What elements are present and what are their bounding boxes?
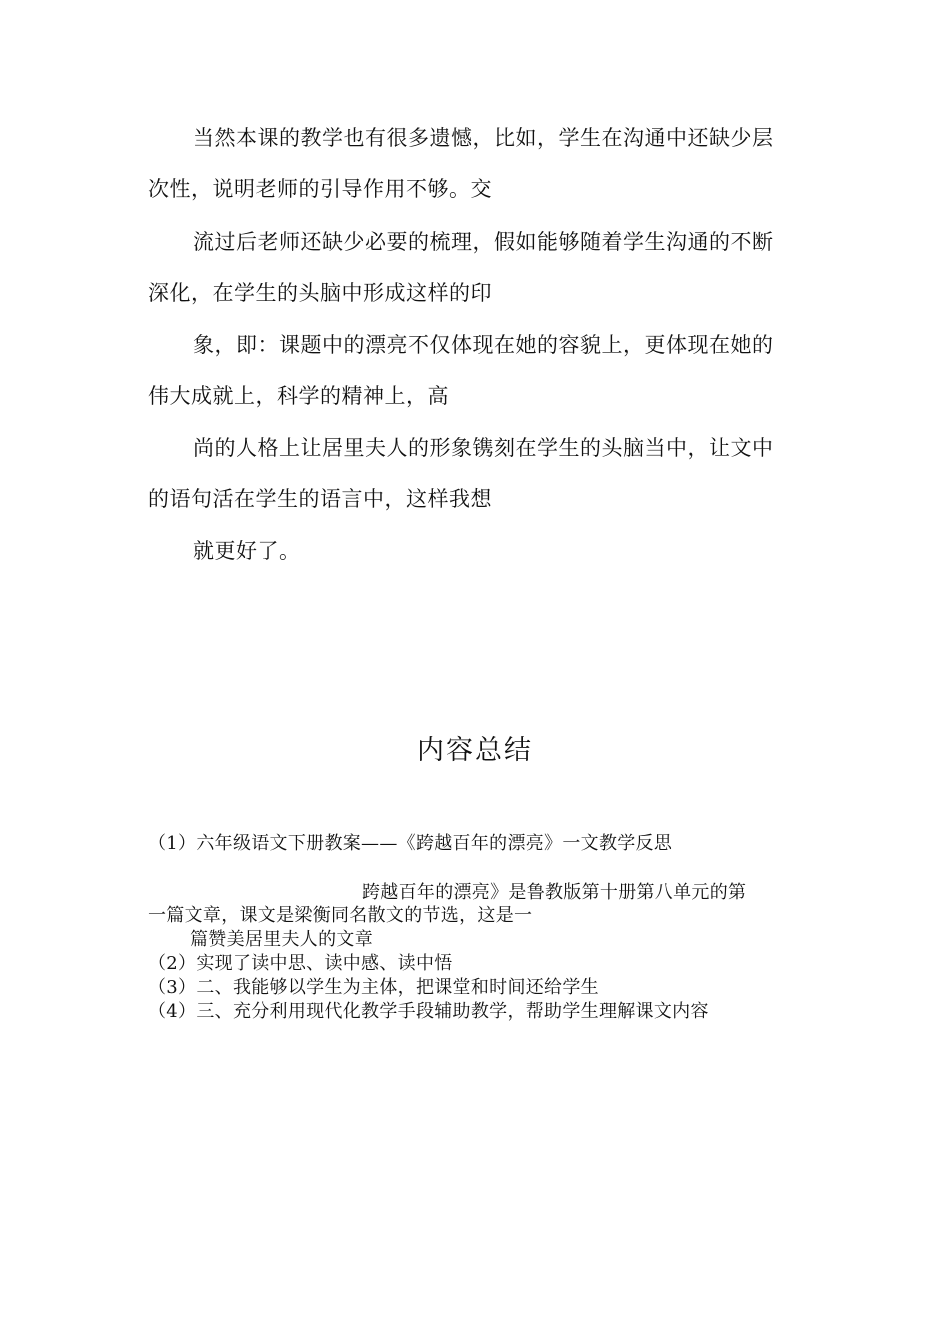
body-line-1: 当然本课的教学也有很多遗憾，比如，学生在沟通中还缺少层 [193,126,774,150]
body-line-2: 次性，说明老师的引导作用不够。交 [148,177,492,201]
summary-item-1: （1）六年级语文下册教案——《跨越百年的漂亮》一文教学反思 [148,833,673,854]
body-line-8: 的语句活在学生的语言中，这样我想 [148,487,492,511]
body-line-3: 流过后老师还缺少必要的梳理，假如能够随着学生沟通的不断 [193,230,774,254]
summary-item-3: （3）二、我能够以学生为主体，把课堂和时间还给学生 [148,977,599,998]
summary-item-1-detail-3: 篇赞美居里夫人的文章 [190,929,373,950]
body-line-7: 尚的人格上让居里夫人的形象镌刻在学生的头脑当中，让文中 [193,436,774,460]
summary-item-2: （2）实现了读中思、读中感、读中悟 [148,953,453,974]
summary-item-1-detail-1: 跨越百年的漂亮》是鲁教版第十册第八单元的第 [362,882,747,903]
body-line-6: 伟大成就上，科学的精神上，高 [148,384,449,408]
body-line-4: 深化，在学生的头脑中形成这样的印 [148,281,492,305]
body-line-5: 象，即：课题中的漂亮不仅体现在她的容貌上，更体现在她的 [193,333,774,357]
summary-item-1-detail-2: 一篇文章，课文是梁衡同名散文的节选，这是一 [148,905,533,926]
summary-item-4: （4）三、充分利用现代化教学手段辅助教学，帮助学生理解课文内容 [148,1001,709,1022]
body-line-9: 就更好了。 [193,539,301,563]
summary-title: 内容总结 [417,735,533,766]
